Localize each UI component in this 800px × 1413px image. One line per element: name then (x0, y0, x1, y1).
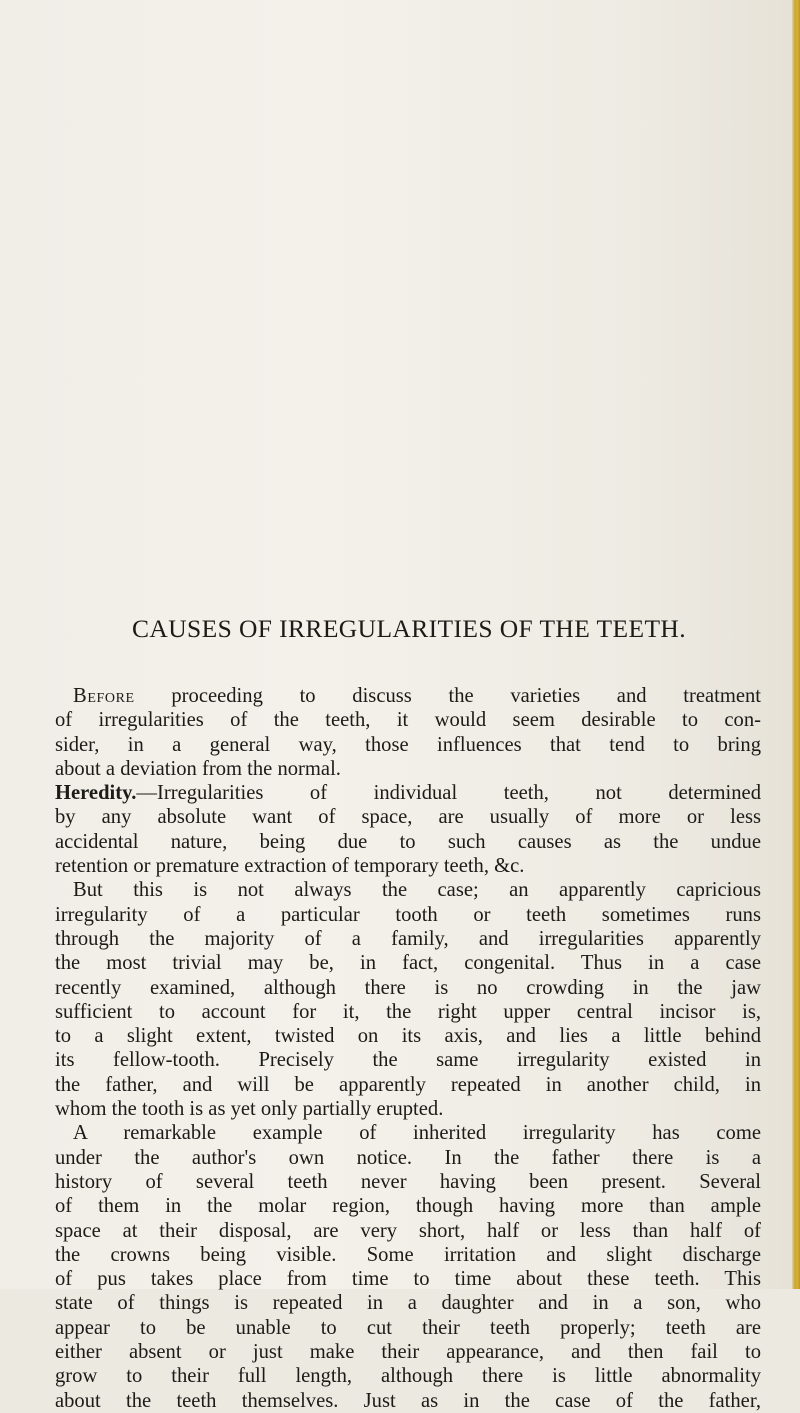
text-line: to a slight extent, twisted on its axis, and lies a little behind (55, 1025, 761, 1048)
text-line: its fellow-tooth. Precisely the same irregularity existed in (55, 1049, 761, 1072)
text-line: of irregularities of the teeth, it would seem desirable to con- (55, 709, 761, 732)
text-line: recently examined, although there is no crowding in the jaw (55, 976, 761, 999)
text-line: the crowns being visible. Some irritation and slight discharge (55, 1243, 761, 1266)
text-line: under the author's own notice. In the father there is a (55, 1146, 761, 1169)
chapter-heading: CAUSES OF IRREGULARITIES OF THE TEETH. (132, 614, 687, 643)
text-line: But this is not always the case; an apparently capricious (73, 879, 761, 902)
text-line: sider, in a general way, those influences that tend to bring (55, 733, 761, 756)
section-heading-heredity: Heredity. (55, 782, 137, 805)
paragraph-lead: Before (73, 685, 135, 707)
text-line: A remarkable example of inherited irregularity has come (73, 1122, 761, 1145)
text-line: history of several teeth never having been present. Several (55, 1170, 761, 1193)
text-line: the father, and will be apparently repeated in another child, in (55, 1073, 761, 1096)
text-line: whom the tooth is as yet only partially erupted. (55, 1098, 444, 1121)
text-line: about a deviation from the normal. (55, 757, 341, 780)
text-line: accidental nature, being due to such causes as the undue (55, 830, 761, 853)
text-line: the most trivial may be, in fact, congenital. Thus in a case (55, 952, 761, 975)
text-line: retention or premature extraction of temporary teeth, &c. (55, 855, 525, 878)
text-line: of them in the molar region, though having more than ample (55, 1195, 761, 1218)
text-line: sufficient to account for it, the right upper central incisor is, (55, 1000, 761, 1023)
text-line: through the majority of a family, and irregularities apparently (55, 927, 761, 950)
text-line: by any absolute want of space, are usually of more or less (55, 806, 761, 829)
text-line: state of things is repeated in a daughter and in a son, who (55, 1292, 761, 1315)
text-line: of pus takes place from time to time about these teeth. This (55, 1268, 761, 1291)
text-line: either absent or just make their appearance, and then fail to (55, 1341, 761, 1364)
text-line: irregularity of a particular tooth or teeth sometimes runs (55, 903, 761, 926)
text-line: Before proceeding to discuss the varieties and treatment (73, 685, 761, 707)
body-text (55, 684, 761, 1413)
book-edge (792, 0, 800, 1289)
text-line: about the teeth themselves. Just as in the case of the father, (55, 1389, 761, 1412)
text-line: space at their disposal, are very short, half or less than half of (55, 1219, 761, 1242)
text-line: appear to be unable to cut their teeth properly; teeth are (55, 1316, 761, 1339)
text-line: grow to their full length, although there is little abnormality (55, 1365, 761, 1388)
text-line: Heredity.—Irregularities of individual teeth, not determined (55, 782, 761, 805)
